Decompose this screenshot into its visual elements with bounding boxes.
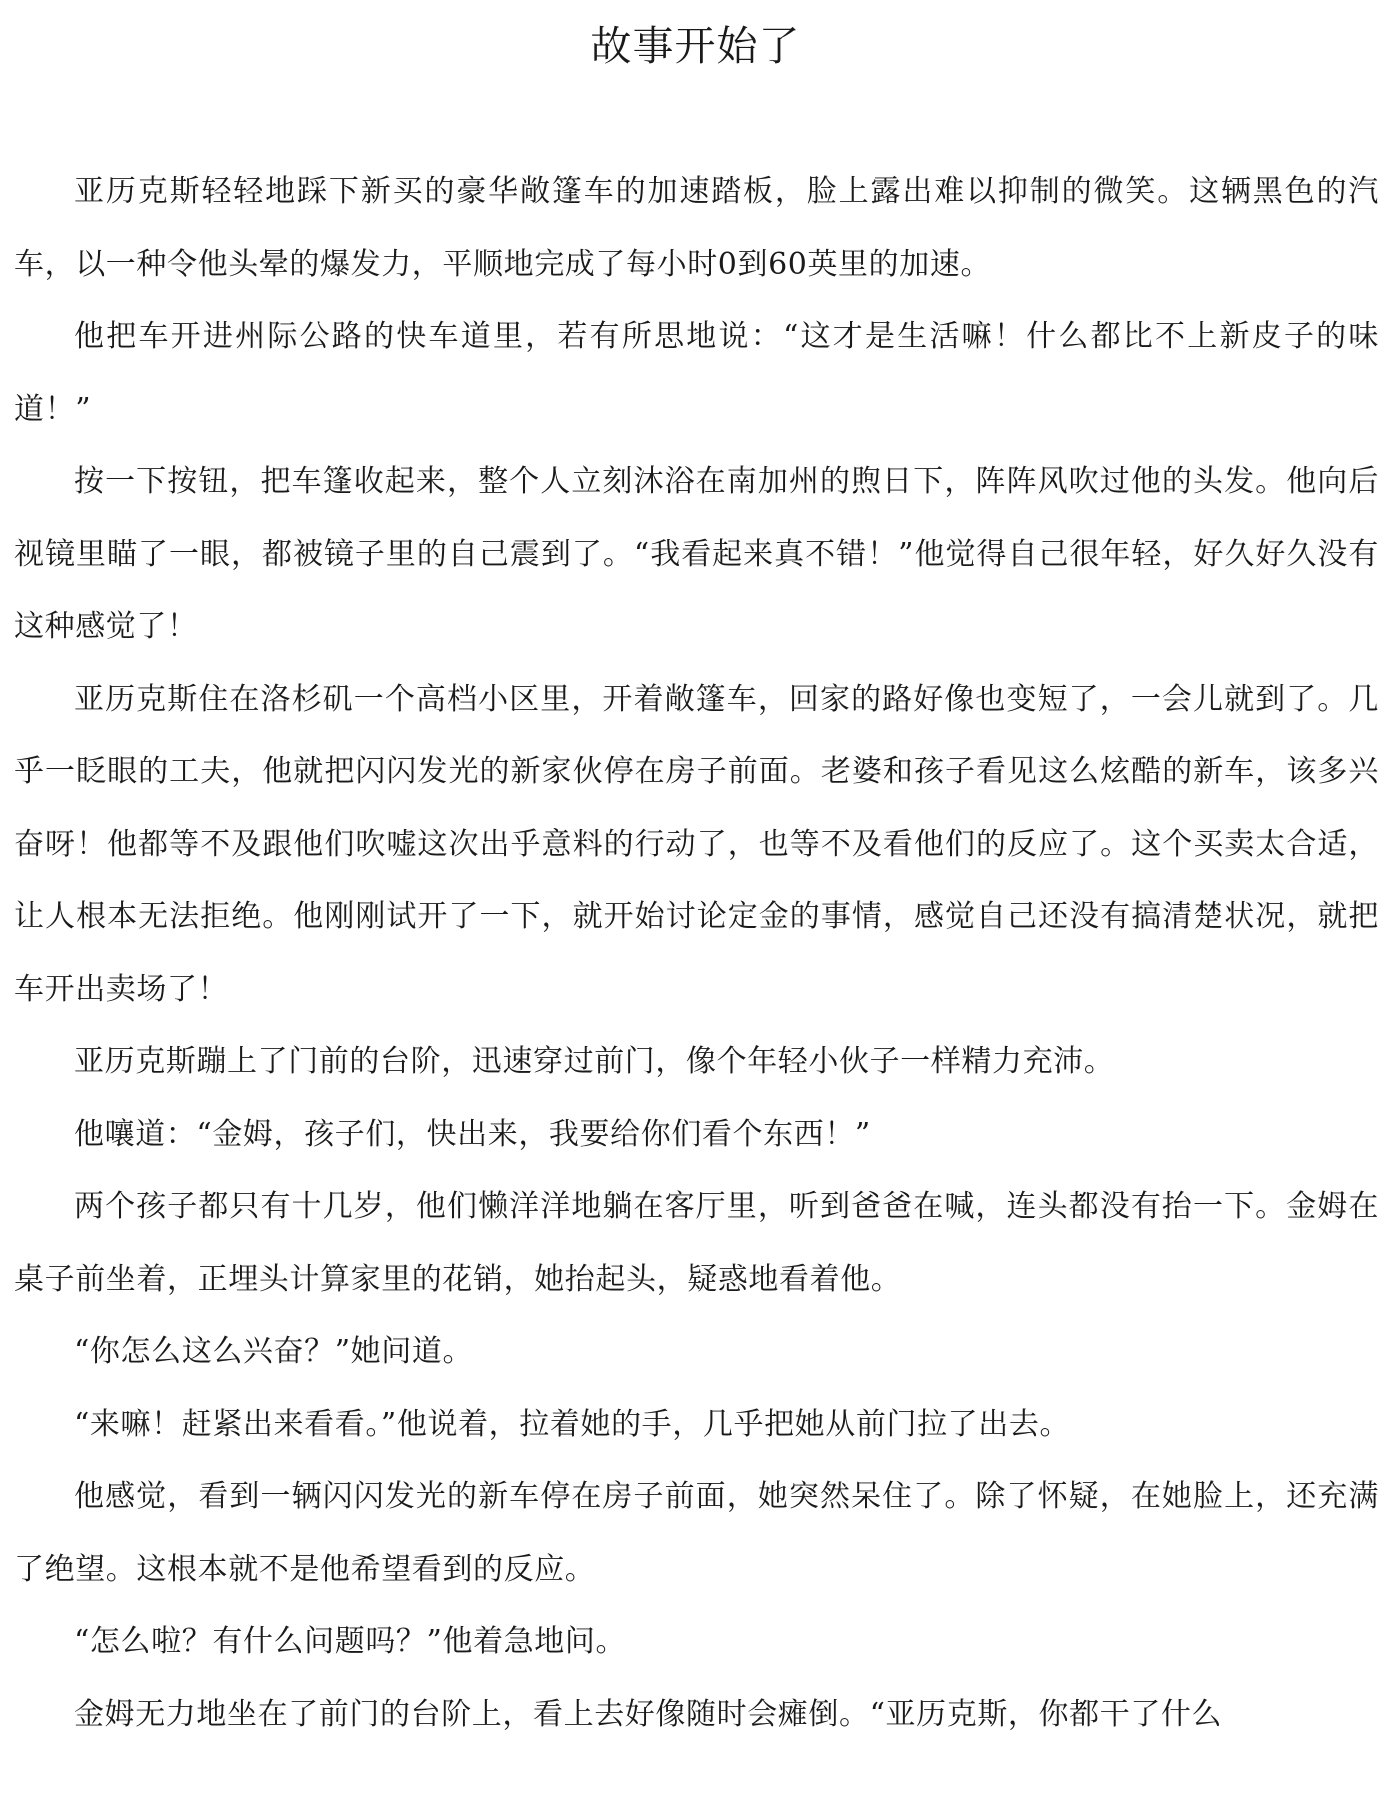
paragraph-10: 他感觉，看到一辆闪闪发光的新车停在房子前面，她突然呆住了。除了怀疑，在她脸上，还充满了绝望。这根本就不是他希望看到的反应。 <box>14 1479 1379 1587</box>
paragraph-4: 亚历克斯住在洛杉矶一个高档小区里，开着敞篷车，回家的路好像也变短了，一会儿就到了。几乎一眨眼的工夫，他就把闪闪发光的新家伙停在房子前面。老婆和孩子看见这么炫酷的新车，该多兴奋呀！他都等不及跟他们吹嘘这次出乎意料的行动了，也等不及看他们的反应了。这个买卖太合适，让人根本无法拒绝。他刚刚试开了一下，就开始讨论定金的事情，感觉自己还没有搞清楚状况，就把车开出卖场了！ <box>14 681 1379 1007</box>
paragraph-2: 他把车开进州际公路的快车道里，若有所思地说：“这才是生活嘛！什么都比不上新皮子的味道！” <box>14 319 1379 427</box>
document-body <box>14 156 1379 1751</box>
paragraph-8: “你怎么这么兴奋？”她问道。 <box>74 1334 474 1369</box>
paragraph-9: “来嘛！赶紧出来看看。”他说着，拉着她的手，几乎把她从前门拉了出去。 <box>74 1406 1071 1442</box>
paragraph-12: 金姆无力地坐在了前门的台阶上，看上去好像随时会瘫倒。“亚历克斯，你都干了什么 <box>74 1696 1223 1732</box>
page-title: 故事开始了 <box>590 22 801 70</box>
paragraph-5: 亚历克斯蹦上了门前的台阶，迅速穿过前门，像个年轻小伙子一样精力充沛。 <box>74 1044 1115 1079</box>
paragraph-6: 他嚷道：“金姆，孩子们，快出来，我要给你们看个东西！” <box>74 1116 871 1152</box>
paragraph-11: “怎么啦？有什么问题吗？”他着急地问。 <box>74 1624 627 1659</box>
paragraph-3: 按一下按钮，把车篷收起来，整个人立刻沐浴在南加州的煦日下，阵阵风吹过他的头发。他向后视镜里瞄了一眼，都被镜子里的自己震到了。“我看起来真不错！”他觉得自己很年轻，好久好久没有这种感觉了！ <box>14 464 1379 644</box>
paragraph-1: 亚历克斯轻轻地踩下新买的豪华敞篷车的加速踏板，脸上露出难以抑制的微笑。这辆黑色的汽车，以一种令他头晕的爆发力，平顺地完成了每小时0到60英里的加速。 <box>14 174 1379 282</box>
paragraph-7: 两个孩子都只有十几岁，他们懒洋洋地躺在客厅里，听到爸爸在喊，连头都没有抬一下。金姆在桌子前坐着，正埋头计算家里的花销，她抬起头，疑惑地看着他。 <box>14 1189 1379 1297</box>
